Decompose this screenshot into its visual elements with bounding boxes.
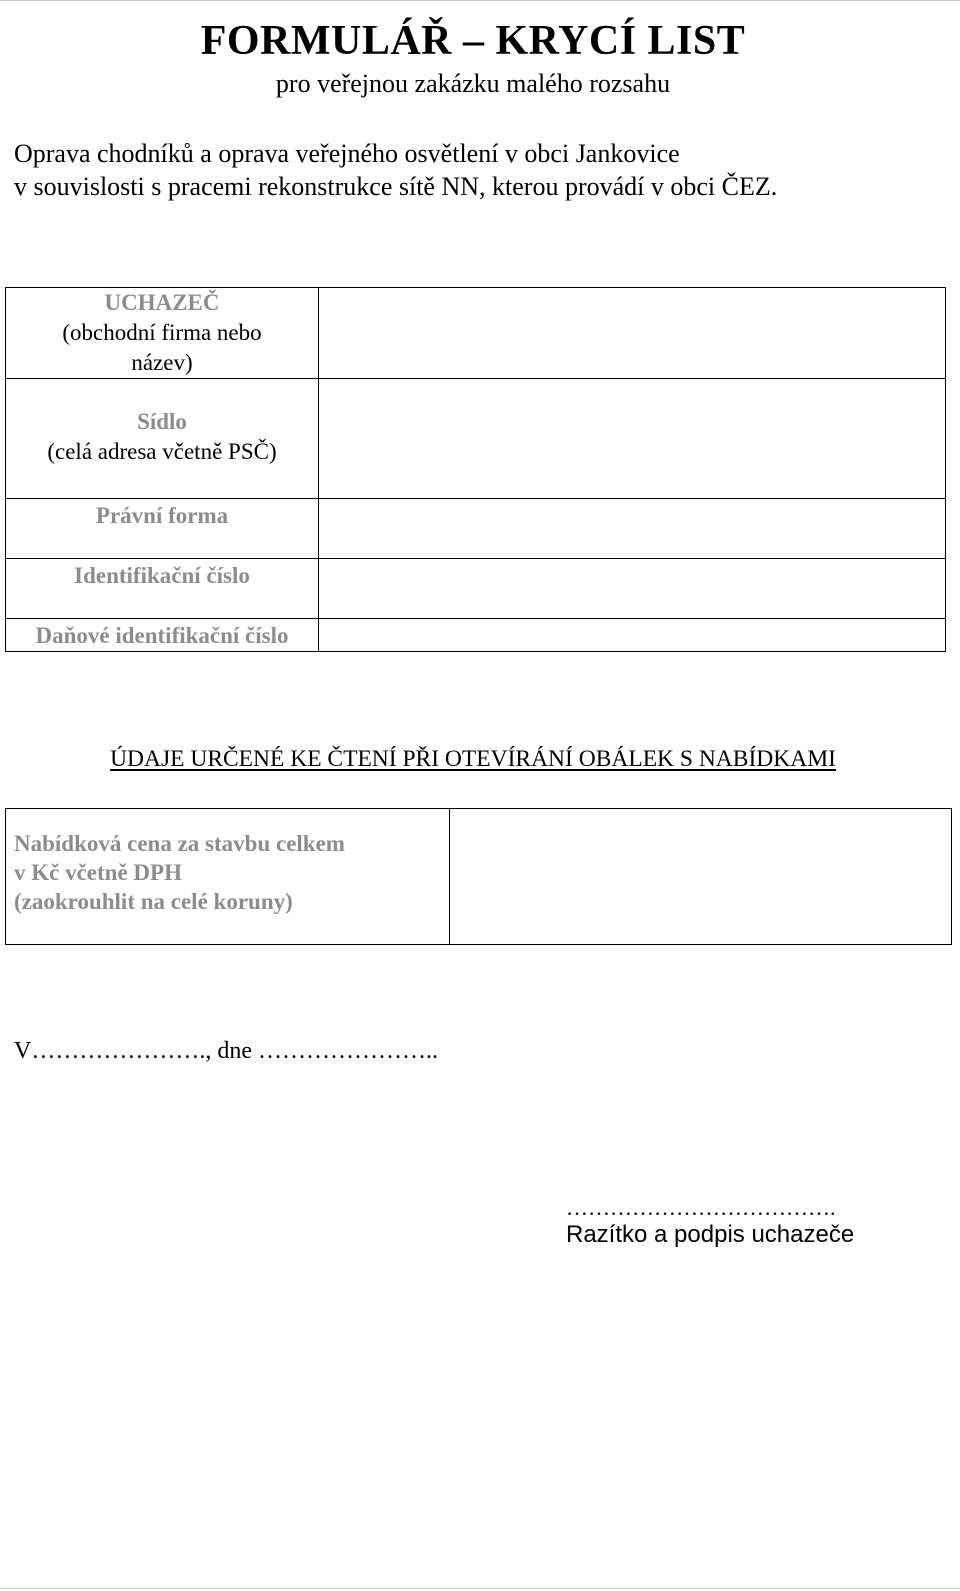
price-label-cell	[6, 809, 450, 945]
seat-value-field[interactable]	[319, 379, 946, 499]
table-row	[6, 379, 946, 499]
table-row	[6, 619, 946, 652]
applicant-label-cell	[6, 288, 319, 379]
legal-form-label: Právní forma	[95, 503, 229, 528]
form-subtitle: pro veřejnou zakázku malého rozsahu	[275, 69, 671, 98]
id-number-label: Identifikační číslo	[74, 563, 250, 588]
tax-id-value-field[interactable]	[319, 619, 946, 652]
seat-label: Sídlo	[137, 409, 187, 434]
applicant-note-1: (obchodní firma nebo	[62, 320, 262, 345]
opening-section-heading: ÚDAJE URČENÉ KE ČTENÍ PŘI OTEVÍRÁNÍ OBÁLEK S NABÍDKAMI	[110, 746, 836, 772]
seat-note: (celá adresa včetně PSČ)	[47, 439, 277, 464]
bottom-edge-line	[0, 1588, 960, 1589]
id-number-label-cell	[6, 559, 319, 619]
signature-label: Razítko a podpis uchazeče	[566, 1221, 855, 1248]
applicant-value-field[interactable]	[319, 288, 946, 379]
top-edge-line	[0, 0, 960, 1]
signature-line[interactable]: ……………………………….	[566, 1195, 836, 1220]
price-label-line-1: Nabídková cena za stavbu celkem	[14, 831, 345, 856]
seat-label-cell	[6, 379, 319, 499]
price-table	[5, 808, 952, 945]
form-title: FORMULÁŘ – KRYCÍ LIST	[200, 18, 746, 64]
applicant-table	[5, 287, 946, 652]
table-row	[6, 499, 946, 559]
tax-id-label: Daňové identifikační číslo	[35, 623, 289, 648]
table-row	[6, 288, 946, 379]
place-date-line[interactable]: V…………………., dne …………………..	[14, 1038, 438, 1064]
applicant-label: UCHAZEČ	[104, 290, 220, 315]
legal-form-label-cell	[6, 499, 319, 559]
price-value-field[interactable]	[449, 809, 951, 945]
project-description	[14, 137, 944, 203]
tax-id-label-cell	[6, 619, 319, 652]
table-row	[6, 809, 952, 945]
project-line-1: Oprava chodníků a oprava veřejného osvětlení v obci Jankovice	[14, 139, 680, 168]
table-row	[6, 559, 946, 619]
project-line-2: v souvislosti s pracemi rekonstrukce sítě NN, kterou provádí v obci ČEZ.	[14, 172, 778, 201]
price-label-line-2: v Kč včetně DPH	[14, 860, 182, 885]
id-number-value-field[interactable]	[319, 559, 946, 619]
applicant-note-2: název)	[131, 350, 193, 375]
legal-form-value-field[interactable]	[319, 499, 946, 559]
price-label-line-3: (zaokrouhlit na celé koruny)	[14, 889, 293, 914]
